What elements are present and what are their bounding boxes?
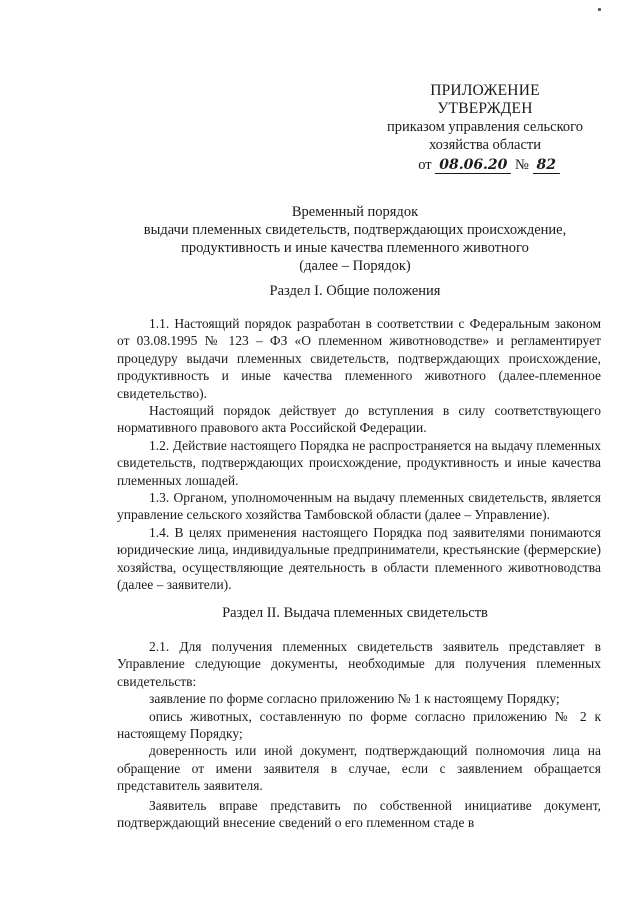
title-line-4: (далее – Порядок) <box>299 258 411 274</box>
paragraph: 1.1. Настоящий порядок разработан в соответствии с Федеральным законом от 03.08.1995 № 123 – ФЗ «О племенном животноводстве» и регламентирует процедуру выдачи племенных свидетельств, подтверждающих происхождение, продуктивность и иные качества племенного животного (далее-племенное свидетельство). <box>117 316 601 401</box>
document-title <box>90 203 620 275</box>
number-prefix: № <box>515 157 529 173</box>
section-1-heading: Раздел I. Общие положения <box>269 283 441 299</box>
title-line-1: Временный порядок <box>291 204 419 220</box>
title-line-2: выдачи племенных свидетельств, подтверждающих происхождение, <box>143 222 567 238</box>
section-2-body <box>117 638 601 831</box>
approved-label: УТВЕРЖДЕН <box>437 100 533 117</box>
section-1-body <box>117 315 601 594</box>
paragraph: Заявитель вправе представить по собственной инициативе документ, подтверждающий внесение сведений о его племенном стаде в <box>117 797 601 831</box>
scan-speck <box>598 8 601 11</box>
section-2-heading: Раздел II. Выдача племенных свидетельств <box>222 605 488 621</box>
order-number-handwritten: 82 <box>533 157 560 174</box>
date-prefix: от <box>418 157 432 173</box>
paragraph: заявление по форме согласно приложению № 1 к настоящему Порядку; <box>149 691 560 707</box>
paragraph: 1.2. Действие настоящего Порядка не распространяется на выдачу племенных свидетельств, подтверждающих происхождение, продуктивность и иные качества племенных лошадей. <box>117 437 601 488</box>
paragraph: 1.3. Органом, уполномоченным на выдачу племенных свидетельств, является управление сельского хозяйства Тамбовской области (далее – Управление). <box>117 490 601 523</box>
approved-by-order: приказом управления сельского <box>386 119 583 135</box>
paragraph: опись животных, составленную по форме согласно приложению № 2 к настоящему Порядку; <box>117 708 601 742</box>
paragraph: 2.1. Для получения племенных свидетельств заявитель представляет в Управление следующие документы, необходимые для получения племенных свидетельств: <box>117 639 601 689</box>
paragraph: 1.4. В целях применения настоящего Порядка под заявителями понимаются юридические лица, индивидуальные предприниматели, крестьянские (фермерские) хозяйства, осуществляющие деятельность в области племенного животноводства (далее – заявители). <box>117 524 601 593</box>
order-date-line <box>380 156 590 174</box>
appendix-label: ПРИЛОЖЕНИЕ <box>430 82 540 99</box>
paragraph: доверенность или иной документ, подтверждающий полномочия лица на обращение от имени заявителя в случае, если с заявлением обращается представитель заявителя. <box>117 743 601 794</box>
paragraph: Настоящий порядок действует до вступления в силу соответствующего нормативного правового акта Российской Федерации. <box>117 403 601 436</box>
title-line-3: продуктивность и иные качества племенного животного <box>181 240 529 256</box>
approved-by-authority: хозяйства области <box>428 137 542 153</box>
order-date-handwritten: 08.06.20 <box>435 157 511 174</box>
approval-block <box>380 82 590 174</box>
